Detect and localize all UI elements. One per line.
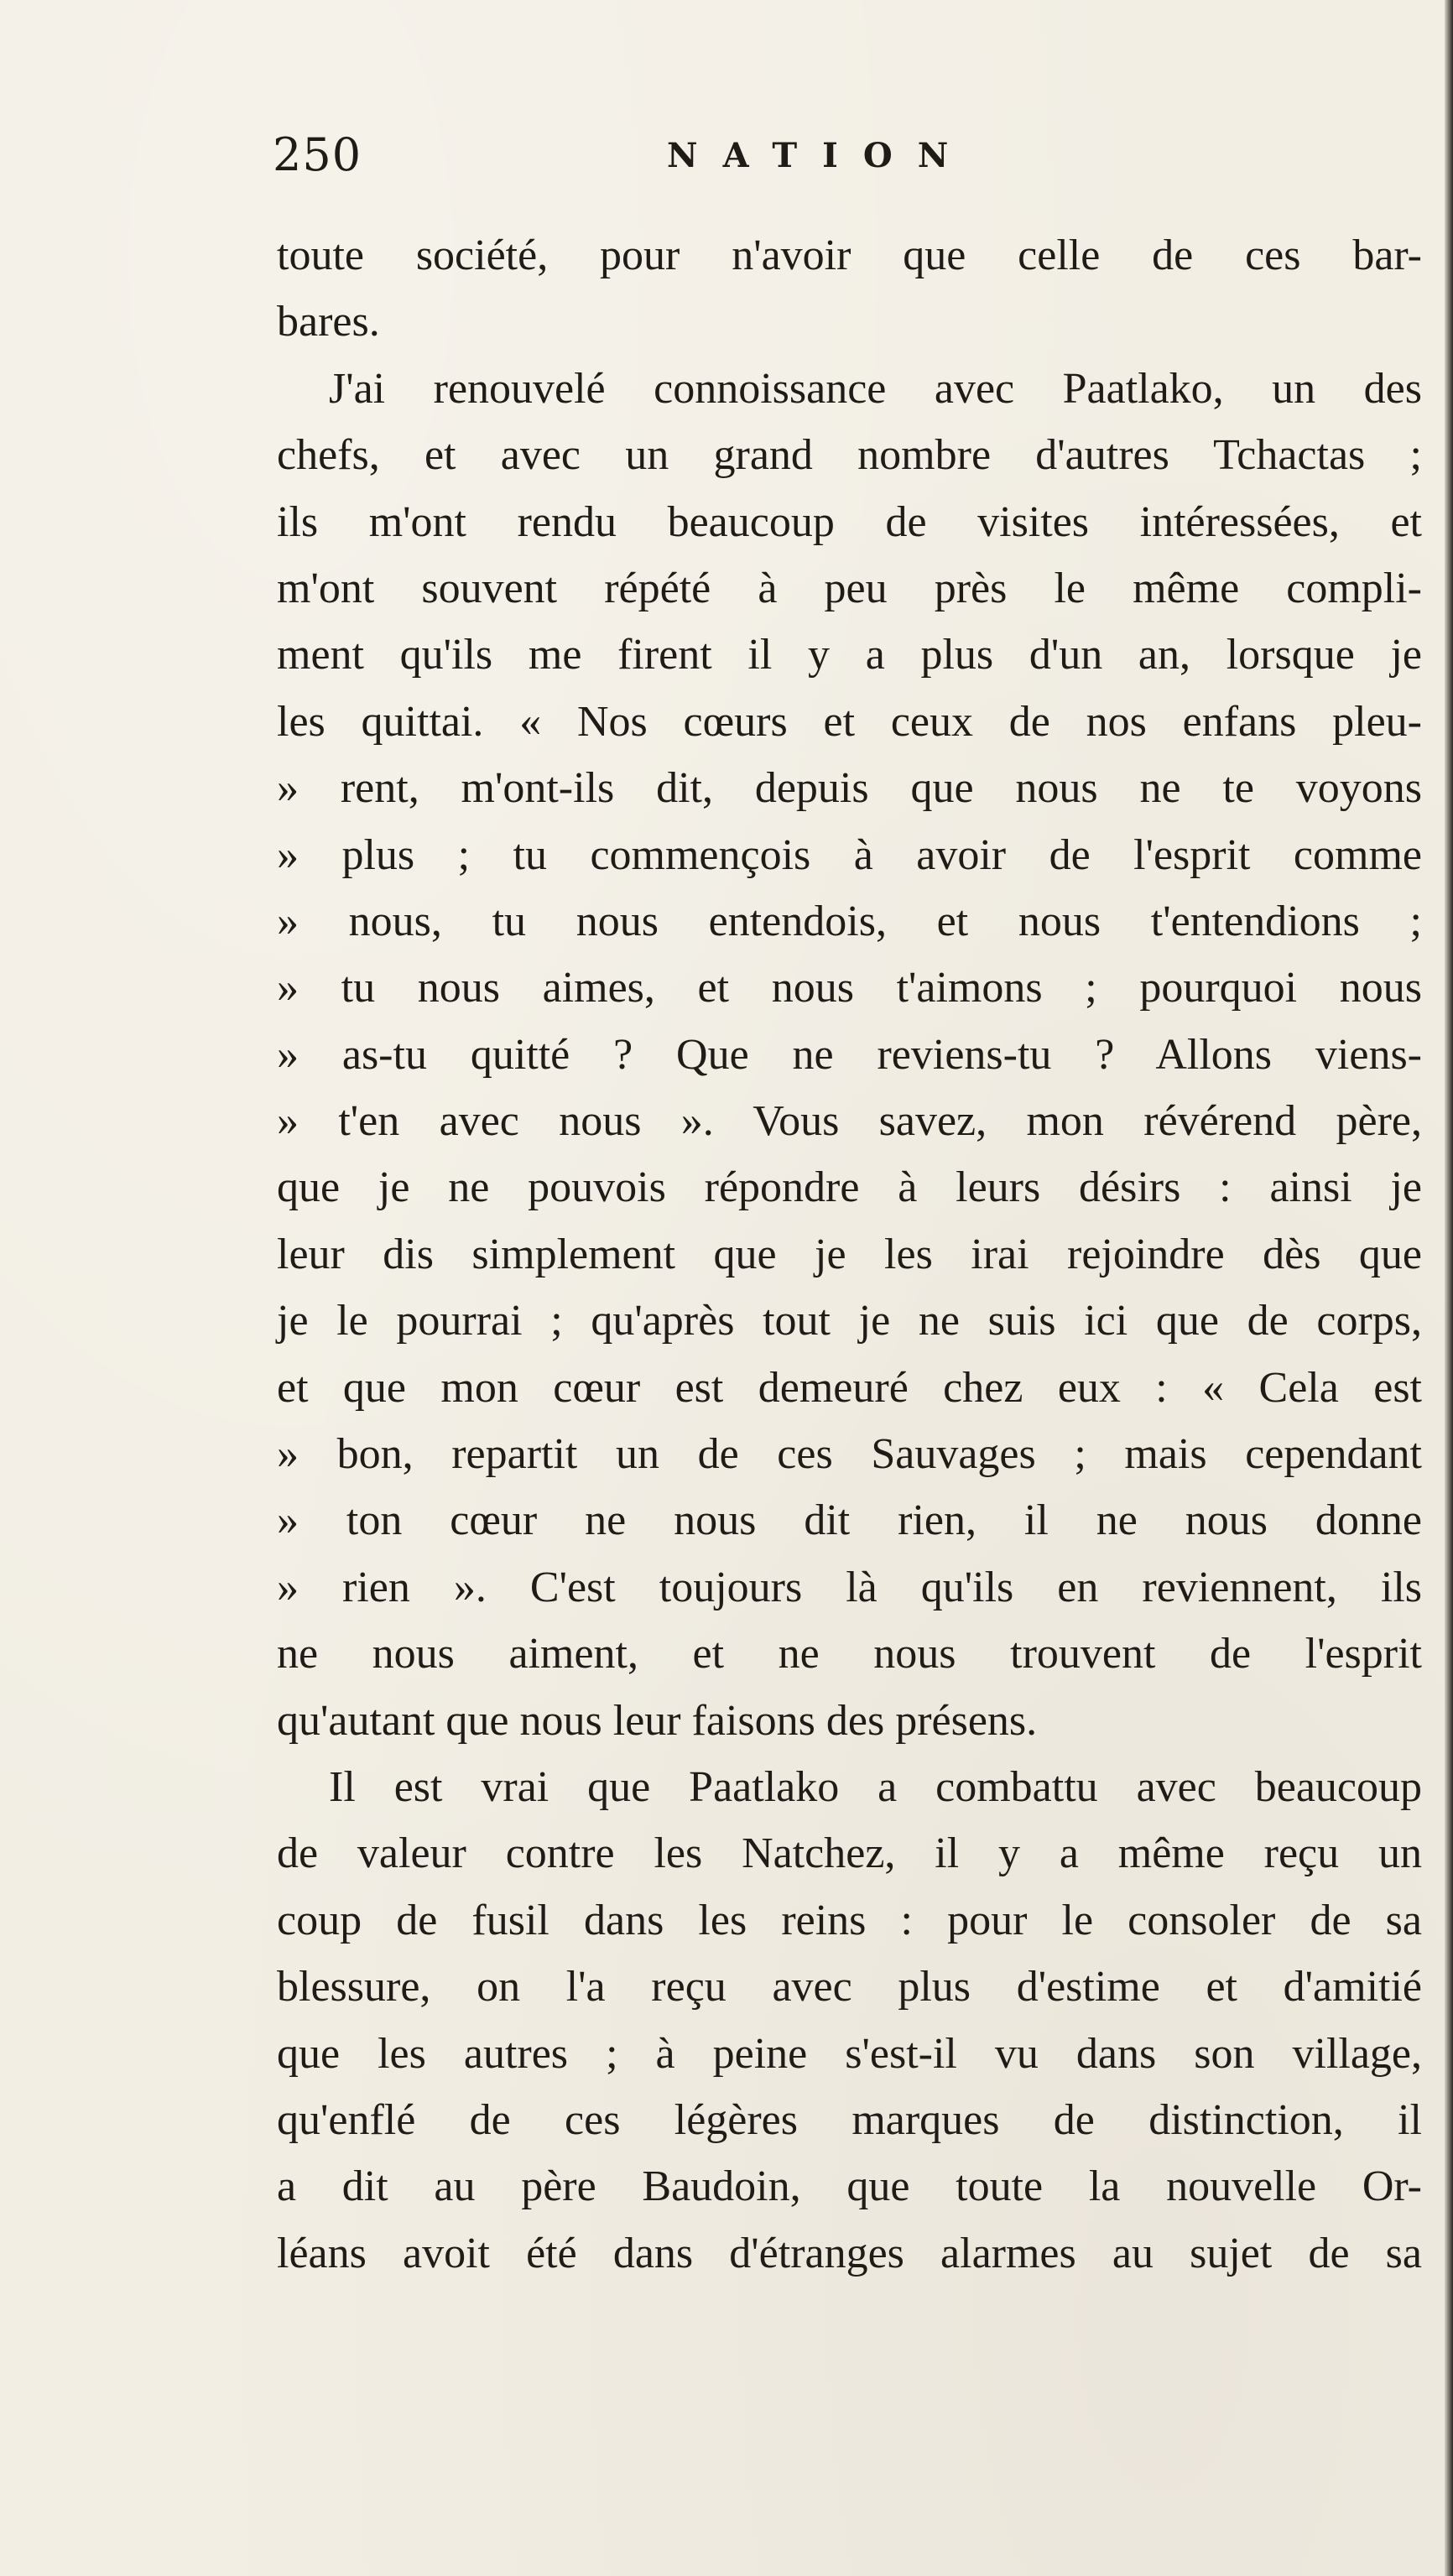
- text-line: bares.: [277, 298, 380, 346]
- text-line: chefs, et avec un grand nombre d'autres Tchactas ;: [277, 431, 1422, 480]
- text-line: J'ai renouvelé connoissance avec Paatlako, un des: [329, 364, 1422, 413]
- text-line: leur dis simplement que je les irai rejoindre dès que: [277, 1230, 1422, 1278]
- text-line: m'ont souvent répété à peu près le même compli-: [277, 564, 1422, 612]
- text-line: que les autres ; à peine s'est-il vu dans son village,: [277, 2029, 1422, 2078]
- text-line: a dit au père Baudoin, que toute la nouvelle Or-: [277, 2162, 1422, 2211]
- text-line: » tu nous aimes, et nous t'aimons ; pourquoi nous: [277, 964, 1422, 1012]
- text-line: de valeur contre les Natchez, il y a même reçu un: [277, 1829, 1422, 1878]
- text-line: ment qu'ils me firent il y a plus d'un an, lorsque je: [277, 631, 1422, 679]
- body-text: [277, 222, 1422, 2287]
- text-line: » rien ». C'est toujours là qu'ils en reviennent, ils: [277, 1563, 1422, 1611]
- page-edge-shadow: [1445, 0, 1453, 2576]
- text-line: blessure, on l'a reçu avec plus d'estime et d'amitié: [277, 1963, 1422, 2011]
- text-line: Il est vrai que Paatlako a combattu avec beaucoup: [329, 1762, 1422, 1811]
- text-line: ils m'ont rendu beaucoup de visites intéressées, et: [277, 497, 1422, 546]
- text-line: les quittai. « Nos cœurs et ceux de nos enfans pleu-: [277, 697, 1422, 746]
- text-line: toute société, pour n'avoir que celle de ces bar-: [277, 232, 1422, 279]
- text-line: ne nous aiment, et ne nous trouvent de l'esprit: [277, 1630, 1422, 1678]
- text-line: et que mon cœur est demeuré chez eux : « Cela est: [277, 1363, 1422, 1412]
- text-line: » ton cœur ne nous dit rien, il ne nous donne: [277, 1496, 1422, 1545]
- text-line: léans avoit été dans d'étranges alarmes au sujet de sa: [277, 2229, 1422, 2277]
- running-head: NATION: [667, 136, 974, 175]
- text-line: qu'autant que nous leur faisons des présens.: [277, 1696, 1038, 1745]
- page-number: 250: [273, 128, 362, 181]
- text-line: qu'enflé de ces légères marques de distinction, il: [277, 2095, 1422, 2144]
- text-line: » bon, repartit un de ces Sauvages ; mais cependant: [277, 1430, 1422, 1479]
- text-line: » t'en avec nous ». Vous savez, mon révérend père,: [277, 1097, 1422, 1146]
- text-line: » as-tu quitté ? Que ne reviens-tu ? Allons viens-: [277, 1030, 1422, 1079]
- page-header: [273, 126, 1397, 185]
- text-line: » nous, tu nous entendois, et nous t'entendions ;: [277, 897, 1422, 945]
- text-line: coup de fusil dans les reins : pour le consoler de sa: [277, 1896, 1422, 1944]
- text-line: que je ne pouvois répondre à leurs désirs : ainsi je: [277, 1163, 1422, 1212]
- text-line: » rent, m'ont-ils dit, depuis que nous ne te voyons: [277, 764, 1422, 813]
- text-line: » plus ; tu commençois à avoir de l'esprit comme: [277, 830, 1422, 879]
- text-line: je le pourrai ; qu'après tout je ne suis ici que de corps,: [277, 1297, 1422, 1345]
